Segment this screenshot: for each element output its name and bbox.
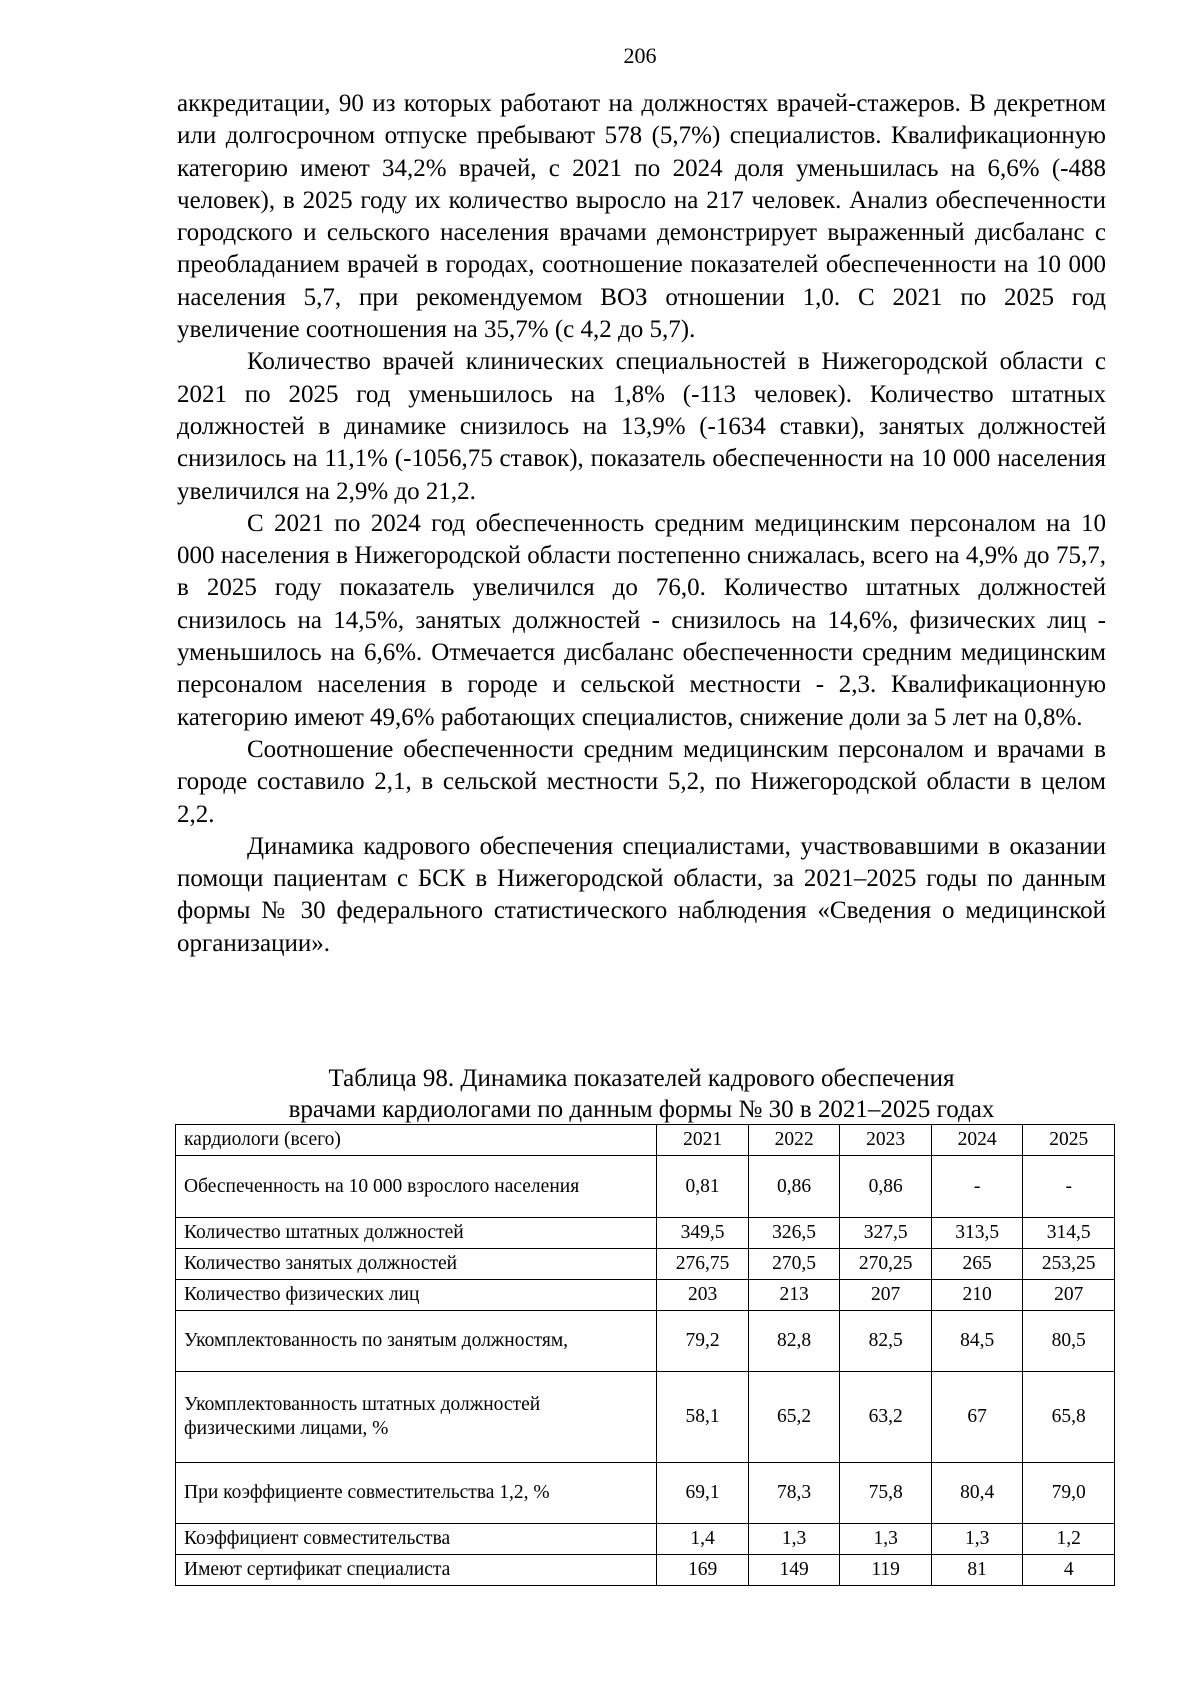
table-cell: 270,25 [840, 1249, 932, 1280]
table-cell: 1,3 [748, 1524, 840, 1555]
table-cell: 1,4 [657, 1524, 749, 1555]
table-cell: 69,1 [657, 1463, 749, 1524]
cardiologists-staffing-table [175, 1124, 1115, 1586]
table-cell: 327,5 [840, 1218, 932, 1249]
header-cell: 2025 [1023, 1125, 1115, 1156]
table-cell: 253,25 [1023, 1249, 1115, 1280]
table-cell: 65,2 [748, 1372, 840, 1463]
header-cell: 2021 [657, 1125, 749, 1156]
table-cell: - [931, 1156, 1023, 1218]
table-cell: 84,5 [931, 1311, 1023, 1372]
table-header-row [176, 1125, 1115, 1156]
header-cell: 2022 [748, 1125, 840, 1156]
table-caption [177, 1063, 1106, 1125]
table-cell: 265 [931, 1249, 1023, 1280]
paragraph-1: аккредитации, 90 из которых работают на должностях врачей-стажеров. В декретном или долгосрочном отпуске пребывают 578 (5,7%) специалистов. Квалификационную категорию имеют 34,2% врачей, с 2021 по 2024 доля уменьшилась на 6,6% (-488 человек), в 2025 году их количество выросло на 217 человек. Анализ обеспеченности городского и сельского населения врачами демонстрирует выраженный дисбаланс с преобладанием врачей в городах, соотношение показателей обеспеченности на 10 000 населения 5,7, при рекомендуемом ВОЗ отношении 1,0. С 2021 по 2025 год увеличение соотношения на 35,7% (с 4,2 до 5,7). [177, 90, 1106, 344]
table-cell: 326,5 [748, 1218, 840, 1249]
table-cell: 119 [840, 1555, 932, 1586]
row-label: При коэффициенте совместительства 1,2, % [176, 1463, 657, 1524]
table-cell: 169 [657, 1555, 749, 1586]
table-cell: 4 [1023, 1555, 1115, 1586]
table-cell: 0,86 [840, 1156, 932, 1218]
row-label: Имеют сертификат специалиста [176, 1555, 657, 1586]
table-row [176, 1156, 1115, 1218]
table-row [176, 1463, 1115, 1524]
table-cell: 276,75 [657, 1249, 749, 1280]
table-cell: 1,2 [1023, 1524, 1115, 1555]
table-cell: 79,2 [657, 1311, 749, 1372]
table-cell: 67 [931, 1372, 1023, 1463]
table-row [176, 1280, 1115, 1311]
paragraph-2: Количество врачей клинических специальностей в Нижегородской области с 2021 по 2025 год уменьшилось на 1,8% (-113 человек). Количество штатных должностей в динамике снизилось на 13,9% (-1634 ставки), занятых должностей снизилось на 11,1% (-1056,75 ставок), показатель обеспеченности на 10 000 населения увеличился на 2,9% до 21,2. [177, 348, 1106, 505]
table-row [176, 1218, 1115, 1249]
table-cell: 210 [931, 1280, 1023, 1311]
table-cell: 1,3 [840, 1524, 932, 1555]
row-label: Количество штатных должностей [176, 1218, 657, 1249]
table-row [176, 1524, 1115, 1555]
table-cell: 65,8 [1023, 1372, 1115, 1463]
header-cell: 2023 [840, 1125, 932, 1156]
row-label: Укомплектованность по занятым должностям, [176, 1311, 657, 1372]
table-cell: 81 [931, 1555, 1023, 1586]
table-cell: 80,4 [931, 1463, 1023, 1524]
paragraph-4: Соотношение обеспеченности средним медицинским персоналом и врачами в городе составило 2,1, в сельской местности 5,2, по Нижегородской области в целом 2,2. [177, 735, 1106, 828]
row-label: Укомплектованность штатных должностей физическими лицами, % [176, 1372, 657, 1463]
header-cell: кардиологи (всего) [176, 1125, 657, 1156]
table-cell: 313,5 [931, 1218, 1023, 1249]
row-label: Количество физических лиц [176, 1280, 657, 1311]
table-row [176, 1555, 1115, 1586]
table-cell: 207 [840, 1280, 932, 1311]
table-row [176, 1249, 1115, 1280]
body-text [177, 88, 1106, 960]
page-number: 206 [623, 43, 657, 68]
row-label: Коэффициент совместительства [176, 1524, 657, 1555]
table-cell: 80,5 [1023, 1311, 1115, 1372]
table-cell: 207 [1023, 1280, 1115, 1311]
row-label: Обеспеченность на 10 000 взрослого населения [176, 1156, 657, 1218]
table-cell: 82,8 [748, 1311, 840, 1372]
table-cell: - [1023, 1156, 1115, 1218]
table-cell: 213 [748, 1280, 840, 1311]
table-cell: 63,2 [840, 1372, 932, 1463]
table-cell: 58,1 [657, 1372, 749, 1463]
table-cell: 82,5 [840, 1311, 932, 1372]
table-caption-line-1: Таблица 98. Динамика показателей кадрового обеспечения [328, 1065, 955, 1092]
table-row [176, 1311, 1115, 1372]
table-cell: 0,81 [657, 1156, 749, 1218]
table-cell: 149 [748, 1555, 840, 1586]
table-cell: 314,5 [1023, 1218, 1115, 1249]
table-cell: 270,5 [748, 1249, 840, 1280]
table-caption-line-2: врачами кардиологами по данным формы № 30 в 2021–2025 годах [288, 1096, 995, 1123]
table-cell: 75,8 [840, 1463, 932, 1524]
table-cell: 78,3 [748, 1463, 840, 1524]
table-cell: 349,5 [657, 1218, 749, 1249]
table-cell: 0,86 [748, 1156, 840, 1218]
table-cell: 1,3 [931, 1524, 1023, 1555]
table-cell: 203 [657, 1280, 749, 1311]
paragraph-5: Динамика кадрового обеспечения специалистами, участвовавшими в оказании помощи пациентам с БСК в Нижегородской области, за 2021–2025 годы по данным формы № 30 федерального статистического наблюдения «Сведения о медицинской организации». [177, 832, 1106, 957]
paragraph-3: С 2021 по 2024 год обеспеченность средним медицинским персоналом на 10 000 населения в Нижегородской области постепенно снижалась, всего на 4,9% до 75,7, в 2025 году показатель увеличился до 76,0. Количество штатных должностей снизилось на 14,5%, занятых должностей - снизилось на 14,6%, физических лиц - уменьшилось на 6,6%. Отмечается дисбаланс обеспеченности средним медицинским персоналом населения в городе и сельской местности - 2,3. Квалификационную категорию имеют 49,6% работающих специалистов, снижение доли за 5 лет на 0,8%. [177, 509, 1106, 731]
table-cell: 79,0 [1023, 1463, 1115, 1524]
table-row [176, 1372, 1115, 1463]
header-cell: 2024 [931, 1125, 1023, 1156]
row-label: Количество занятых должностей [176, 1249, 657, 1280]
